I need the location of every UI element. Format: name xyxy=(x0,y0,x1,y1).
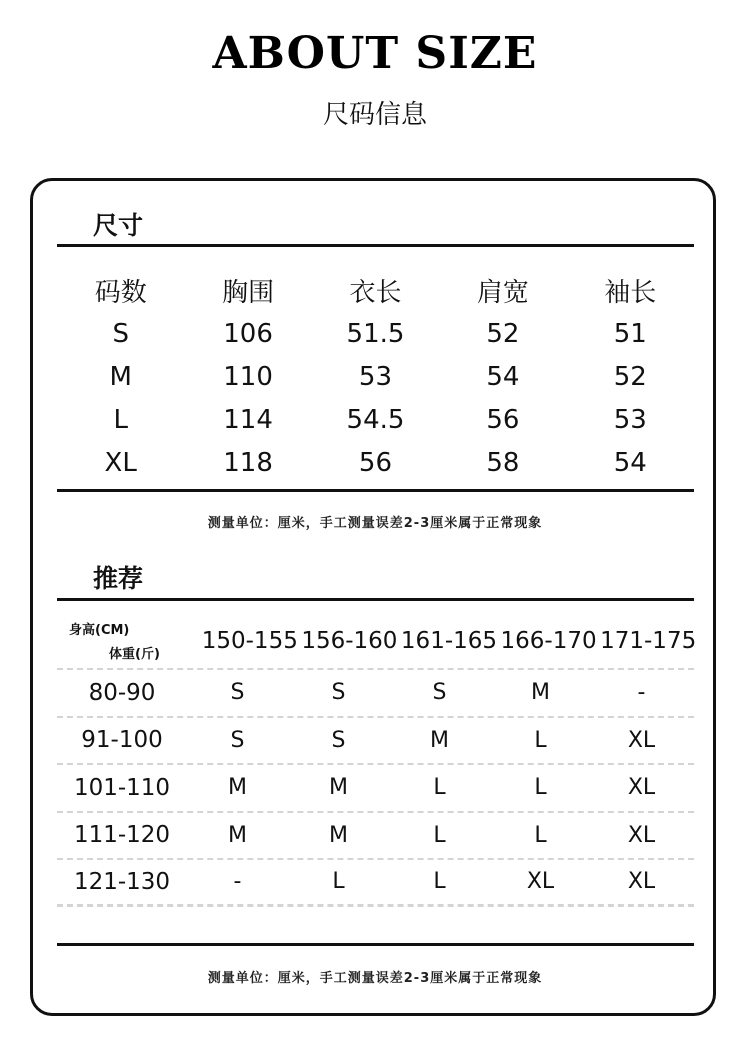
size-section-heading: 尺寸 xyxy=(93,211,144,240)
table-cell: XL xyxy=(627,822,656,848)
column-header: 衣长 xyxy=(349,277,402,308)
table-cell: M xyxy=(329,822,348,848)
table-cell: L xyxy=(534,775,547,801)
table-cell: 53 xyxy=(358,361,393,392)
table-row xyxy=(57,398,694,441)
table-cell: - xyxy=(233,869,242,895)
table-cell: L xyxy=(332,869,345,895)
table-row xyxy=(57,716,694,764)
table-cell: 52 xyxy=(613,361,647,392)
page-title: ABOUT SIZE xyxy=(212,28,538,79)
table-cell: XL xyxy=(526,869,555,895)
table-cell: 106 xyxy=(223,318,273,349)
page-subtitle: 尺码信息 xyxy=(322,100,427,130)
table-cell: S xyxy=(331,680,346,706)
table-cell: - xyxy=(637,680,646,706)
table-cell: XL xyxy=(627,869,656,895)
table-cell: XL xyxy=(104,447,137,478)
table-cell: XL xyxy=(627,727,656,753)
table-cell: 51 xyxy=(613,318,647,349)
table-cell: 54 xyxy=(613,447,647,478)
column-header: 156-160 xyxy=(301,628,398,654)
size-measure-note: 测量单位：厘米，手工测量误差2-3厘米属于正常现象 xyxy=(207,516,543,531)
table-cell: 53 xyxy=(613,404,647,435)
recommend-section-heading: 推荐 xyxy=(93,564,144,593)
table-cell: 52 xyxy=(486,318,520,349)
table-row xyxy=(57,858,694,906)
table-cell: M xyxy=(531,680,550,706)
table-cell: XL xyxy=(627,775,656,801)
table-cell: 110 xyxy=(223,361,273,392)
size-header-rule xyxy=(57,244,694,247)
table-cell: S xyxy=(112,318,129,349)
weight-cell: 101-110 xyxy=(73,774,171,801)
size-footer-rule xyxy=(57,489,694,492)
table-cell: M xyxy=(430,727,449,753)
table-row xyxy=(57,312,694,355)
column-header: 肩宽 xyxy=(476,277,529,308)
column-header: 码数 xyxy=(94,277,147,308)
recommend-header-rule xyxy=(57,598,694,601)
table-cell: 54 xyxy=(486,361,520,392)
table-row xyxy=(57,811,694,859)
size-table-header xyxy=(57,268,694,312)
table-cell: 56 xyxy=(358,447,393,478)
weight-cell: 91-100 xyxy=(81,727,163,754)
height-columns xyxy=(200,628,698,654)
table-cell: L xyxy=(113,404,128,435)
table-cell: S xyxy=(230,680,245,706)
weight-cell: 121-130 xyxy=(73,868,171,895)
table-cell: L xyxy=(433,775,446,801)
table-cell: L xyxy=(534,727,547,753)
table-row xyxy=(57,668,694,716)
table-cell: S xyxy=(230,727,245,753)
table-cell: 114 xyxy=(223,404,273,435)
column-header: 150-155 xyxy=(201,628,298,654)
recommend-footer-rule xyxy=(57,943,694,946)
table-cell: L xyxy=(433,869,446,895)
table-cell: M xyxy=(228,822,247,848)
weight-cell: 111-120 xyxy=(73,822,171,849)
table-cell: 56 xyxy=(486,404,520,435)
column-header: 161-165 xyxy=(400,628,498,654)
table-cell: 118 xyxy=(223,447,273,478)
weight-label: 体重(斤) xyxy=(109,647,160,662)
table-cell: M xyxy=(329,775,348,801)
recommend-corner-header xyxy=(57,617,187,665)
table-row xyxy=(57,441,694,484)
column-header: 胸围 xyxy=(222,277,275,308)
column-header: 袖长 xyxy=(604,277,657,308)
recommend-table xyxy=(57,668,694,906)
table-cell: L xyxy=(534,822,547,848)
table-row xyxy=(57,763,694,811)
dashed-divider xyxy=(57,905,694,907)
table-cell: 51.5 xyxy=(346,318,405,349)
table-row xyxy=(57,355,694,398)
table-cell: L xyxy=(433,822,446,848)
table-cell: M xyxy=(228,775,247,801)
table-cell: M xyxy=(109,361,132,392)
size-table xyxy=(57,268,694,484)
table-cell: S xyxy=(432,680,447,706)
table-cell: 54.5 xyxy=(346,404,405,435)
column-header: 171-175 xyxy=(600,628,697,654)
weight-cell: 80-90 xyxy=(88,679,156,706)
column-header: 166-170 xyxy=(500,628,597,654)
recommend-measure-note: 测量单位：厘米，手工测量误差2-3厘米属于正常现象 xyxy=(207,971,543,986)
table-cell: 58 xyxy=(486,447,520,478)
height-label: 身高(CM) xyxy=(69,623,130,638)
table-cell: S xyxy=(331,727,346,753)
